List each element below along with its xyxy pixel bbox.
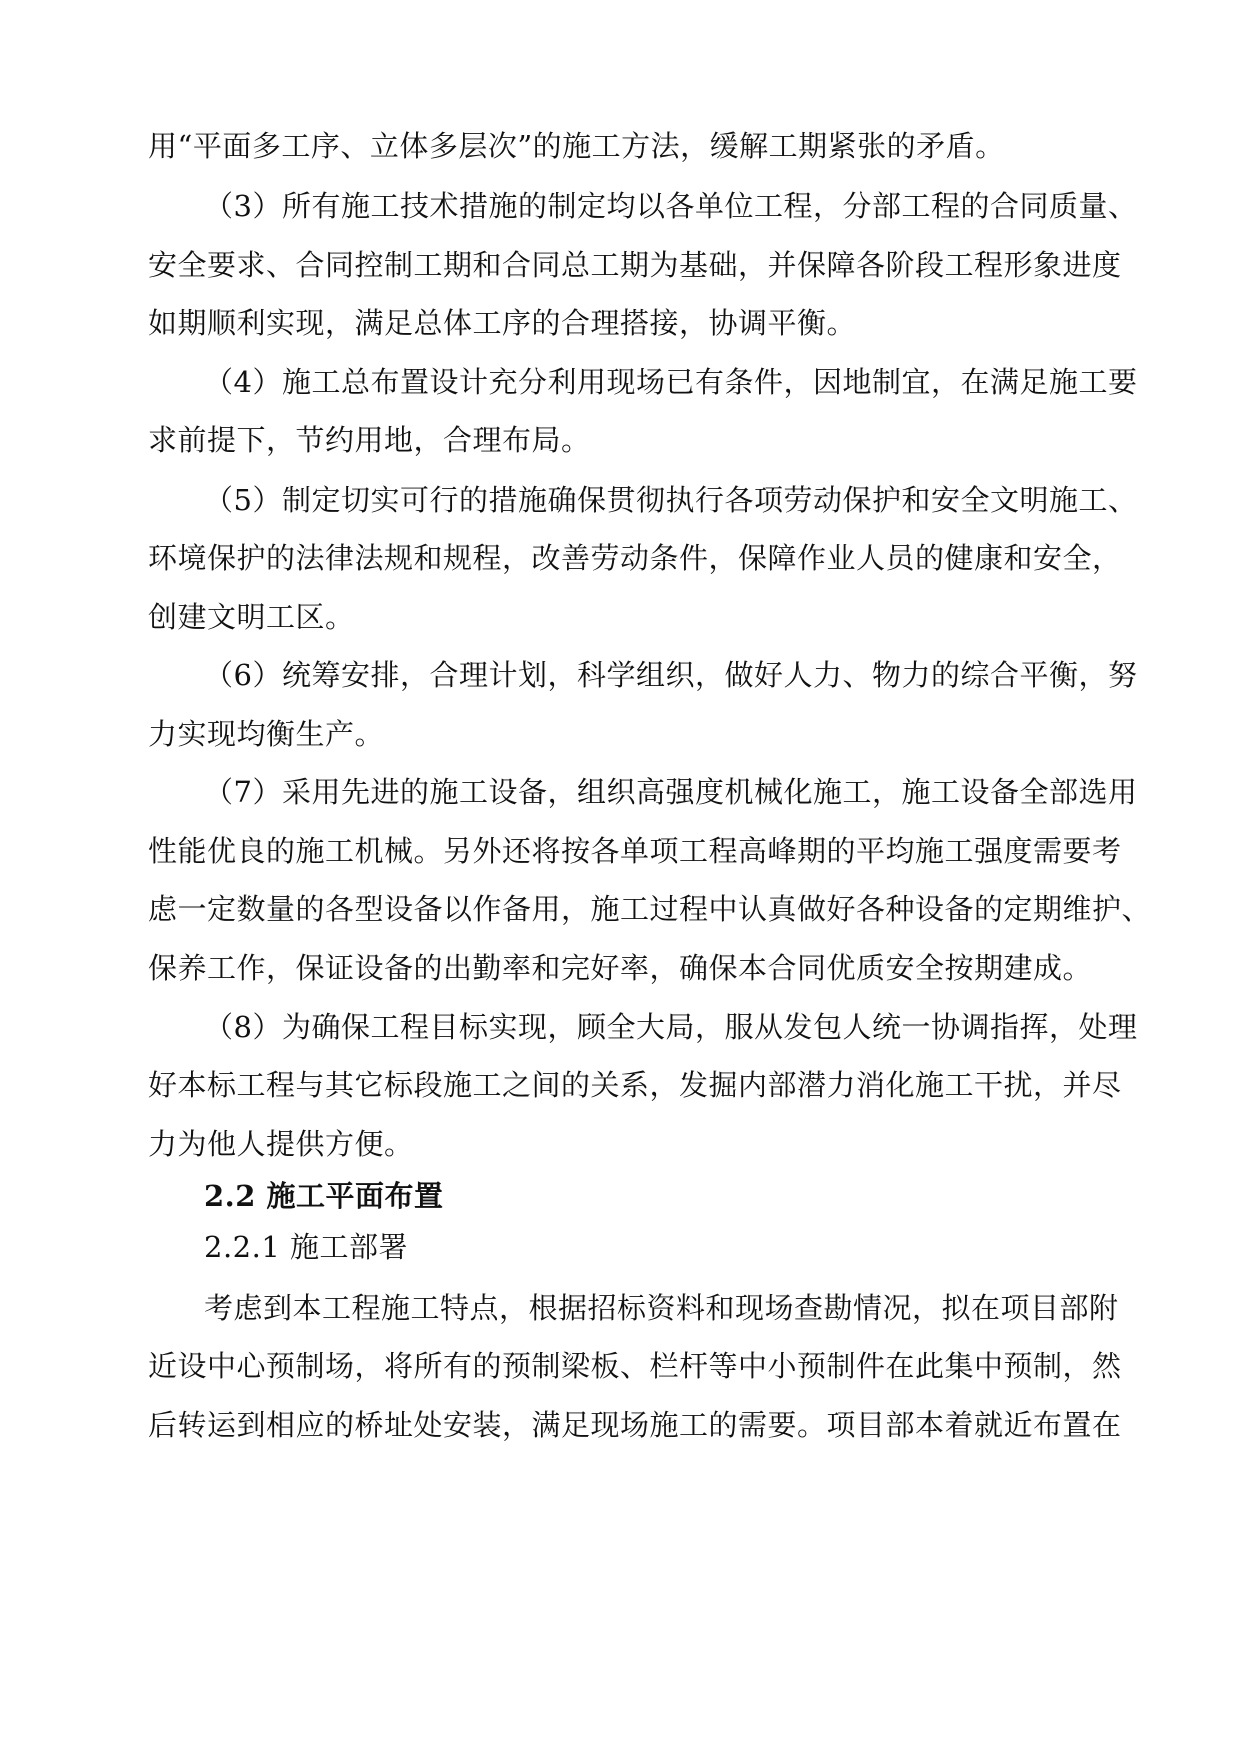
text-line: （3）所有施工技术措施的制定均以各单位工程，分部工程的合同质量、 [204,189,1138,223]
text-line: 求前提下，节约用地，合理布局。 [148,423,591,457]
text-line: 创建文明工区。 [148,600,355,634]
subsection-heading: 2.2.1 施工部署 [204,1230,409,1264]
text-line: 好本标工程与其它标段施工之间的关系，发掘内部潜力消化施工干扰，并尽 [148,1068,1122,1102]
text-line: 后转运到相应的桥址处安装，满足现场施工的需要。项目部本着就近布置在 [148,1408,1122,1442]
text-line: 性能优良的施工机械。另外还将按各单项工程高峰期的平均施工强度需要考 [148,834,1122,868]
text-line: 用“平面多工序、立体多层次”的施工方法，缓解工期紧张的矛盾。 [148,129,1005,163]
section-heading: 2.2 施工平面布置 [204,1179,444,1213]
text-line: 保养工作，保证设备的出勤率和完好率，确保本合同优质安全按期建成。 [148,951,1093,985]
text-line: （7）采用先进的施工设备，组织高强度机械化施工，施工设备全部选用 [204,775,1138,809]
text-line: 虑一定数量的各型设备以作备用，施工过程中认真做好各种设备的定期维护、 [148,892,1152,926]
text-line: 力实现均衡生产。 [148,717,385,751]
text-line: 环境保护的法律法规和规程，改善劳动条件，保障作业人员的健康和安全， [148,541,1122,575]
text-line: 近设中心预制场，将所有的预制梁板、栏杆等中小预制件在此集中预制，然 [148,1349,1122,1383]
text-line: （8）为确保工程目标实现，顾全大局，服从发包人统一协调指挥，处理 [204,1010,1138,1044]
text-line: 安全要求、合同控制工期和合同总工期为基础，并保障各阶段工程形象进度 [148,248,1122,282]
text-line: （4）施工总布置设计充分利用现场已有条件，因地制宜，在满足施工要 [204,365,1138,399]
text-line: 如期顺利实现，满足总体工序的合理搭接，协调平衡。 [148,306,857,340]
text-line: （5）制定切实可行的措施确保贯彻执行各项劳动保护和安全文明施工、 [204,483,1138,517]
text-line: 考虑到本工程施工特点，根据招标资料和现场查勘情况，拟在项目部附 [204,1291,1119,1325]
text-line: 力为他人提供方便。 [148,1127,414,1161]
text-line: （6）统筹安排，合理计划，科学组织，做好人力、物力的综合平衡，努 [204,658,1138,692]
